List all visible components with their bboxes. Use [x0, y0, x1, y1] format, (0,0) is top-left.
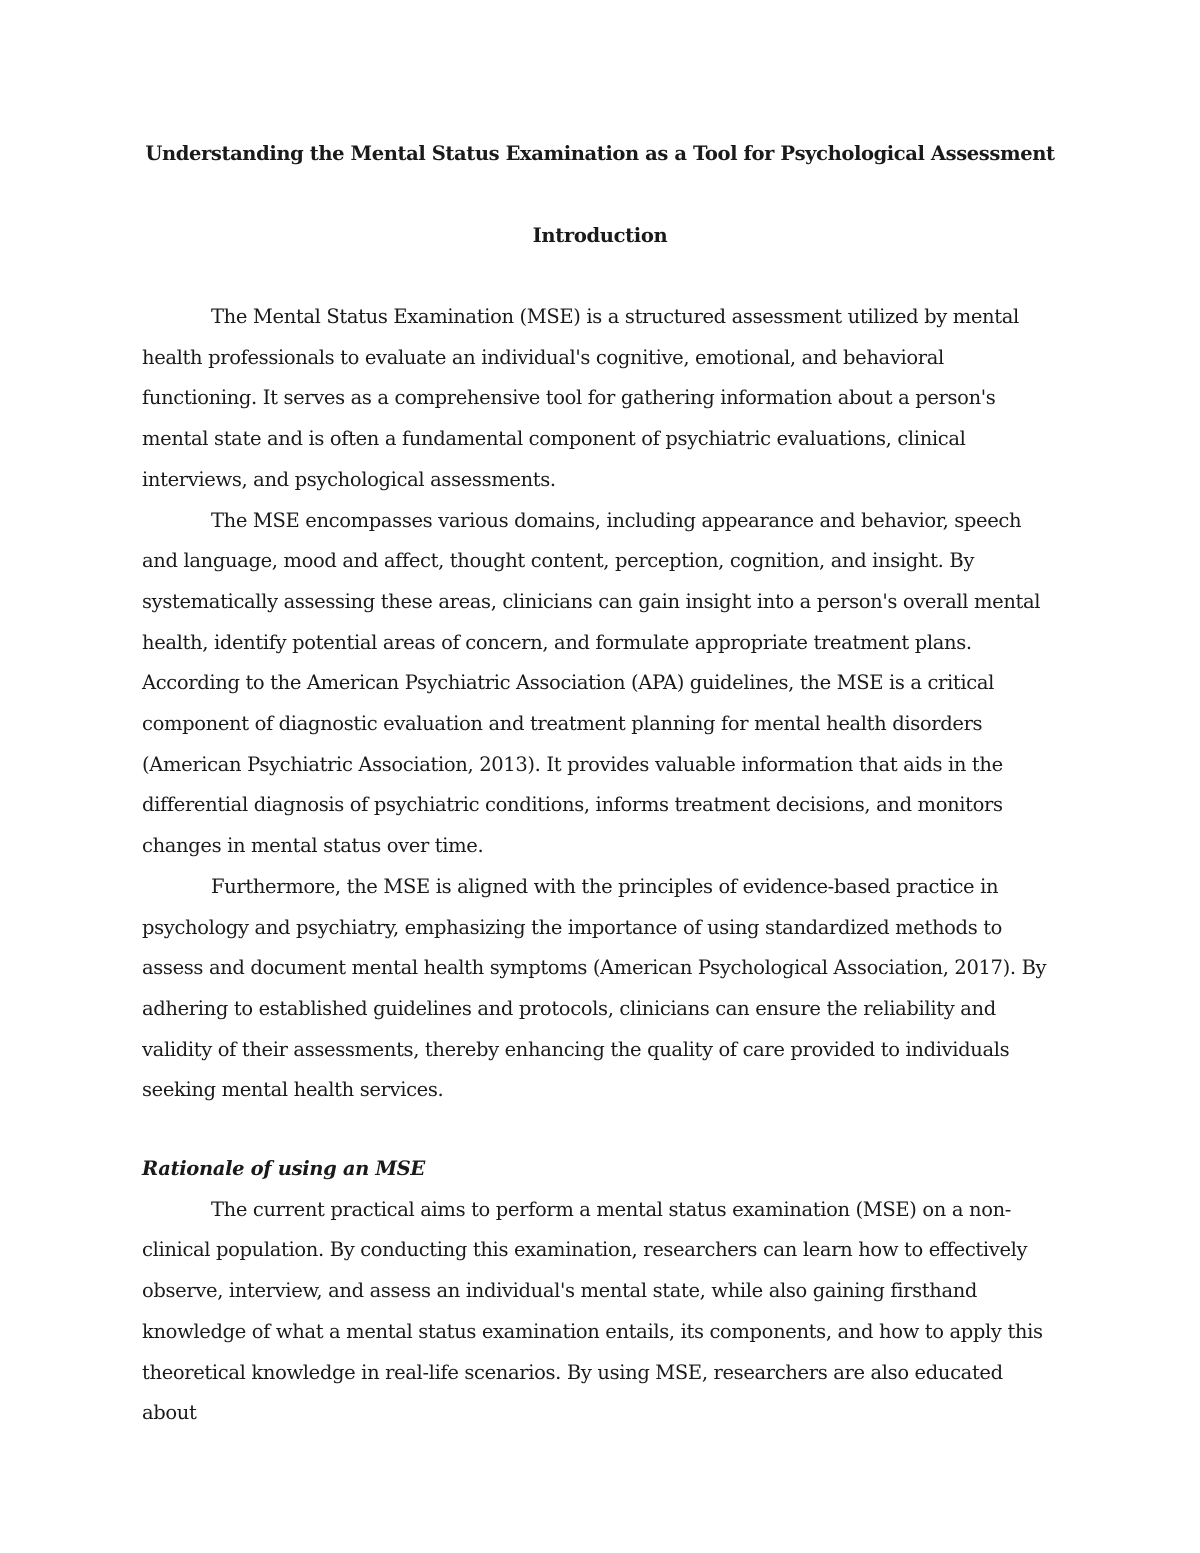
rationale-heading: Rationale of using an MSE [142, 1157, 425, 1180]
introduction-heading: Introduction [532, 224, 668, 247]
paragraph-apa-guidelines: According to the American Psychiatric Association (APA) guidelines, the MSE is a critical component of diagnostic evaluation and treatment planning for mental health disorders (American Psychiatric Association, 2013). It provides valuable information that aids in the differential diagnosis of psychiatric conditions, informs treatment decisions, and monitors changes in mental status over time. [142, 671, 1003, 858]
paragraph-mse-domains: The MSE encompasses various domains, including appearance and behavior, speech and language, mood and affect, thought content, perception, cognition, and insight. By systematically assessing these areas, clinicians can gain insight into a person's overall mental health, identify potential areas of concern, and formulate appropriate treatment plans. [142, 508, 1041, 654]
paragraph-mse-definition: The Mental Status Examination (MSE) is a structured assessment utilized by mental health professionals to evaluate an individual's cognitive, emotional, and behavioral functioning. It serves as a comprehensive tool for gathering information about a person's mental state and is often a fundamental component of psychiatric evaluations, clinical interviews, and psychological assessments. [142, 305, 1019, 491]
document-title: Understanding the Mental Status Examination as a Tool for Psychological Assessment [145, 142, 1055, 165]
paragraph-evidence-based-practice: Furthermore, the MSE is aligned with the principles of evidence-based practice in psychology and psychiatry, emphasizing the importance of using standardized methods to assess and document mental health symptoms (American Psychological Association, 2017). By adhering to established guidelines and protocols, clinicians can ensure the reliability and validity of their assessments, thereby enhancing the quality of care provided to individuals seeking mental health services. [142, 874, 1047, 1102]
paragraph-rationale: The current practical aims to perform a mental status examination (MSE) on a non-clinical population. By conducting this examination, researchers can learn how to effectively observe, interview, and assess an individual's mental state, while also gaining firsthand knowledge of what a mental status examination entails, its components, and how to apply this theoretical knowledge in real-life scenarios. By using MSE, researchers are also educated about [142, 1197, 1043, 1425]
introduction-body [142, 297, 1058, 1111]
rationale-section [142, 1149, 1058, 1434]
